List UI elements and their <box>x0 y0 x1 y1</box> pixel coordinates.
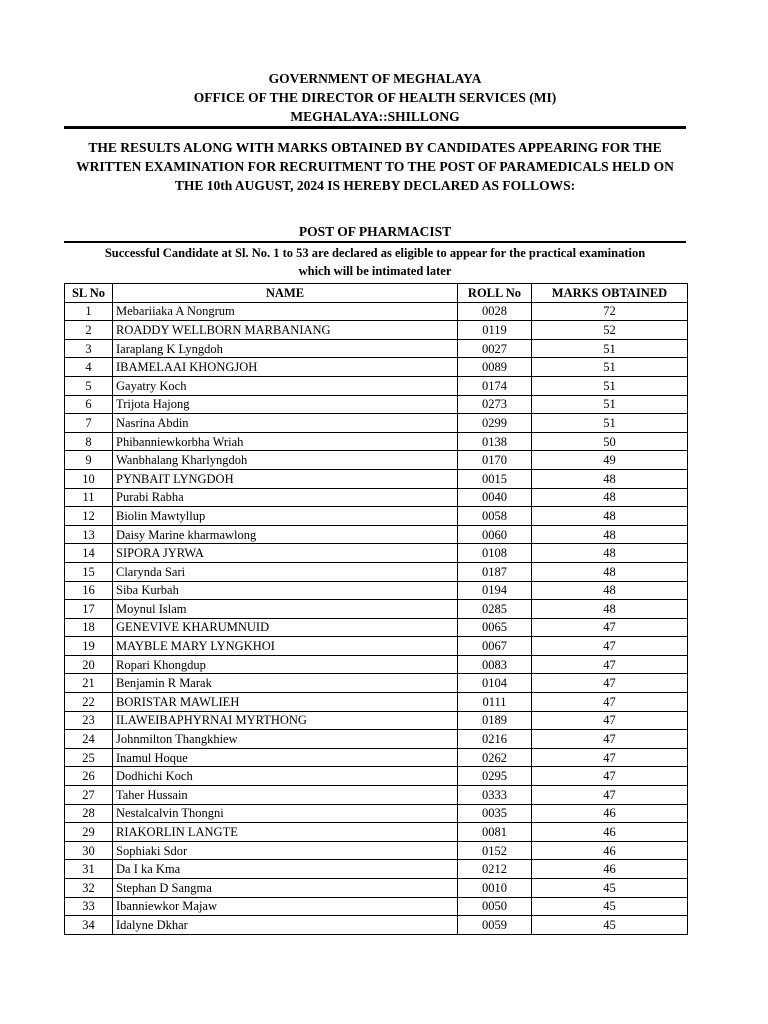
cell-roll-no: 0119 <box>458 321 532 340</box>
cell-roll-no: 0058 <box>458 507 532 526</box>
cell-name: GENEVIVE KHARUMNUID <box>113 618 458 637</box>
cell-roll-no: 0015 <box>458 469 532 488</box>
table-row <box>65 786 688 805</box>
cell-marks: 46 <box>532 860 688 879</box>
cell-marks: 51 <box>532 358 688 377</box>
cell-marks: 46 <box>532 804 688 823</box>
cell-sl-no: 12 <box>65 507 113 526</box>
cell-name: Purabi Rabha <box>113 488 458 507</box>
cell-roll-no: 0189 <box>458 711 532 730</box>
cell-marks: 48 <box>532 581 688 600</box>
table-row <box>65 823 688 842</box>
table-row <box>65 767 688 786</box>
cell-name: BORISTAR MAWLIEH <box>113 693 458 712</box>
eligibility-line-2: which will be intimated later <box>298 264 452 278</box>
cell-name: Moynul Islam <box>113 600 458 619</box>
cell-name: Dodhichi Koch <box>113 767 458 786</box>
cell-roll-no: 0067 <box>458 637 532 656</box>
cell-marks: 47 <box>532 674 688 693</box>
cell-sl-no: 29 <box>65 823 113 842</box>
cell-sl-no: 32 <box>65 879 113 898</box>
table-row <box>65 321 688 340</box>
table-row <box>65 674 688 693</box>
cell-name: Iaraplang K Lyngdoh <box>113 339 458 358</box>
cell-name: RIAKORLIN LANGTE <box>113 823 458 842</box>
table-row <box>65 488 688 507</box>
cell-marks: 47 <box>532 767 688 786</box>
cell-roll-no: 0059 <box>458 916 532 935</box>
cell-sl-no: 30 <box>65 841 113 860</box>
cell-name: Inamul Hoque <box>113 748 458 767</box>
header-divider <box>64 126 686 129</box>
cell-roll-no: 0170 <box>458 451 532 470</box>
cell-name: Stephan D Sangma <box>113 879 458 898</box>
cell-marks: 48 <box>532 469 688 488</box>
cell-sl-no: 4 <box>65 358 113 377</box>
cell-marks: 47 <box>532 730 688 749</box>
table-row <box>65 581 688 600</box>
cell-name: MAYBLE MARY LYNGKHOI <box>113 637 458 656</box>
cell-roll-no: 0040 <box>458 488 532 507</box>
cell-marks: 48 <box>532 562 688 581</box>
cell-sl-no: 9 <box>65 451 113 470</box>
cell-sl-no: 28 <box>65 804 113 823</box>
cell-sl-no: 19 <box>65 637 113 656</box>
cell-sl-no: 13 <box>65 525 113 544</box>
cell-sl-no: 16 <box>65 581 113 600</box>
cell-roll-no: 0108 <box>458 544 532 563</box>
cell-sl-no: 23 <box>65 711 113 730</box>
cell-marks: 48 <box>532 507 688 526</box>
notice-line-3: THE 10th AUGUST, 2024 IS HEREBY DECLARED AS FOLLOWS: <box>174 178 576 193</box>
cell-sl-no: 25 <box>65 748 113 767</box>
cell-roll-no: 0194 <box>458 581 532 600</box>
table-row <box>65 748 688 767</box>
table-row <box>65 841 688 860</box>
cell-roll-no: 0299 <box>458 414 532 433</box>
header-location: MEGHALAYA::SHILLONG <box>290 109 460 124</box>
cell-sl-no: 24 <box>65 730 113 749</box>
cell-sl-no: 17 <box>65 600 113 619</box>
cell-marks: 52 <box>532 321 688 340</box>
cell-sl-no: 18 <box>65 618 113 637</box>
table-row <box>65 339 688 358</box>
table-row <box>65 395 688 414</box>
cell-sl-no: 5 <box>65 376 113 395</box>
table-row <box>65 637 688 656</box>
cell-roll-no: 0212 <box>458 860 532 879</box>
cell-roll-no: 0089 <box>458 358 532 377</box>
cell-name: Gayatry Koch <box>113 376 458 395</box>
cell-marks: 48 <box>532 488 688 507</box>
cell-name: Ibanniewkor Majaw <box>113 897 458 916</box>
cell-roll-no: 0273 <box>458 395 532 414</box>
cell-name: ILAWEIBAPHYRNAI MYRTHONG <box>113 711 458 730</box>
cell-sl-no: 7 <box>65 414 113 433</box>
header-government: GOVERNMENT OF MEGHALAYA <box>268 71 482 86</box>
cell-roll-no: 0174 <box>458 376 532 395</box>
cell-roll-no: 0262 <box>458 748 532 767</box>
cell-roll-no: 0083 <box>458 655 532 674</box>
cell-name: SIPORA JYRWA <box>113 544 458 563</box>
cell-name: Clarynda Sari <box>113 562 458 581</box>
cell-name: Trijota Hajong <box>113 395 458 414</box>
cell-sl-no: 21 <box>65 674 113 693</box>
notice-line-1: THE RESULTS ALONG WITH MARKS OBTAINED BY CANDIDATES APPEARING FOR THE <box>88 140 662 155</box>
column-header-name: NAME <box>113 284 458 303</box>
cell-roll-no: 0138 <box>458 432 532 451</box>
cell-sl-no: 33 <box>65 897 113 916</box>
cell-sl-no: 31 <box>65 860 113 879</box>
results-table <box>64 283 688 935</box>
cell-sl-no: 8 <box>65 432 113 451</box>
post-divider <box>64 241 686 243</box>
cell-name: PYNBAIT LYNGDOH <box>113 469 458 488</box>
table-row <box>65 544 688 563</box>
table-row <box>65 600 688 619</box>
cell-name: ROADDY WELLBORN MARBANIANG <box>113 321 458 340</box>
table-row <box>65 376 688 395</box>
cell-sl-no: 6 <box>65 395 113 414</box>
cell-marks: 48 <box>532 600 688 619</box>
cell-marks: 47 <box>532 637 688 656</box>
cell-sl-no: 10 <box>65 469 113 488</box>
cell-name: Ropari Khongdup <box>113 655 458 674</box>
cell-marks: 47 <box>532 711 688 730</box>
cell-name: Wanbhalang Kharlyngdoh <box>113 451 458 470</box>
cell-marks: 51 <box>532 395 688 414</box>
cell-marks: 50 <box>532 432 688 451</box>
table-row <box>65 618 688 637</box>
table-row <box>65 860 688 879</box>
cell-roll-no: 0035 <box>458 804 532 823</box>
cell-roll-no: 0050 <box>458 897 532 916</box>
cell-roll-no: 0295 <box>458 767 532 786</box>
cell-name: Johnmilton Thangkhiew <box>113 730 458 749</box>
cell-roll-no: 0028 <box>458 302 532 321</box>
cell-roll-no: 0027 <box>458 339 532 358</box>
cell-marks: 47 <box>532 618 688 637</box>
cell-name: Idalyne Dkhar <box>113 916 458 935</box>
cell-name: Daisy Marine kharmawlong <box>113 525 458 544</box>
cell-marks: 46 <box>532 823 688 842</box>
cell-name: Nestalcalvin Thongni <box>113 804 458 823</box>
table-row <box>65 525 688 544</box>
results-notice <box>60 138 690 195</box>
cell-name: Sophiaki Sdor <box>113 841 458 860</box>
column-header-sl-no: SL No <box>65 284 113 303</box>
table-row <box>65 693 688 712</box>
table-row <box>65 879 688 898</box>
cell-name: Siba Kurbah <box>113 581 458 600</box>
column-header-marks: MARKS OBTAINED <box>532 284 688 303</box>
cell-sl-no: 22 <box>65 693 113 712</box>
eligibility-line-1: Successful Candidate at Sl. No. 1 to 53 are declared as eligible to appear for the practical examination <box>104 246 646 260</box>
cell-sl-no: 20 <box>65 655 113 674</box>
table-row <box>65 897 688 916</box>
table-row <box>65 469 688 488</box>
cell-sl-no: 26 <box>65 767 113 786</box>
column-header-roll-no: ROLL No <box>458 284 532 303</box>
table-row <box>65 358 688 377</box>
cell-roll-no: 0187 <box>458 562 532 581</box>
cell-marks: 46 <box>532 841 688 860</box>
results-table-body <box>65 302 688 934</box>
table-row <box>65 562 688 581</box>
table-header-row <box>65 284 688 303</box>
table-row <box>65 507 688 526</box>
eligibility-note <box>64 244 686 280</box>
notice-line-2: WRITTEN EXAMINATION FOR RECRUITMENT TO THE POST OF PARAMEDICALS HELD ON <box>76 159 674 174</box>
cell-name: Da I ka Kma <box>113 860 458 879</box>
cell-name: Biolin Mawtyllup <box>113 507 458 526</box>
cell-marks: 51 <box>532 376 688 395</box>
cell-marks: 51 <box>532 339 688 358</box>
cell-marks: 48 <box>532 544 688 563</box>
cell-roll-no: 0333 <box>458 786 532 805</box>
cell-marks: 47 <box>532 693 688 712</box>
cell-marks: 45 <box>532 879 688 898</box>
table-row <box>65 711 688 730</box>
cell-name: IBAMELAAI KHONGJOH <box>113 358 458 377</box>
cell-marks: 72 <box>532 302 688 321</box>
cell-roll-no: 0285 <box>458 600 532 619</box>
cell-roll-no: 0152 <box>458 841 532 860</box>
cell-name: Taher Hussain <box>113 786 458 805</box>
cell-roll-no: 0081 <box>458 823 532 842</box>
cell-sl-no: 27 <box>65 786 113 805</box>
cell-sl-no: 1 <box>65 302 113 321</box>
table-row <box>65 804 688 823</box>
cell-sl-no: 2 <box>65 321 113 340</box>
cell-sl-no: 11 <box>65 488 113 507</box>
cell-roll-no: 0104 <box>458 674 532 693</box>
table-row <box>65 302 688 321</box>
document-header <box>0 69 750 126</box>
table-row <box>65 916 688 935</box>
cell-sl-no: 34 <box>65 916 113 935</box>
cell-marks: 48 <box>532 525 688 544</box>
cell-roll-no: 0065 <box>458 618 532 637</box>
cell-marks: 45 <box>532 916 688 935</box>
header-office: OFFICE OF THE DIRECTOR OF HEALTH SERVICES (MI) <box>193 90 557 105</box>
cell-sl-no: 15 <box>65 562 113 581</box>
table-row <box>65 655 688 674</box>
table-row <box>65 730 688 749</box>
post-title: POST OF PHARMACIST <box>298 224 452 239</box>
cell-roll-no: 0216 <box>458 730 532 749</box>
cell-roll-no: 0060 <box>458 525 532 544</box>
cell-marks: 45 <box>532 897 688 916</box>
table-row <box>65 451 688 470</box>
cell-sl-no: 14 <box>65 544 113 563</box>
table-row <box>65 414 688 433</box>
cell-marks: 49 <box>532 451 688 470</box>
cell-name: Nasrina Abdin <box>113 414 458 433</box>
cell-marks: 47 <box>532 786 688 805</box>
cell-name: Phibanniewkorbha Wriah <box>113 432 458 451</box>
table-row <box>65 432 688 451</box>
cell-roll-no: 0111 <box>458 693 532 712</box>
cell-marks: 51 <box>532 414 688 433</box>
cell-roll-no: 0010 <box>458 879 532 898</box>
cell-marks: 47 <box>532 655 688 674</box>
cell-sl-no: 3 <box>65 339 113 358</box>
cell-marks: 47 <box>532 748 688 767</box>
cell-name: Mebariiaka A Nongrum <box>113 302 458 321</box>
cell-name: Benjamin R Marak <box>113 674 458 693</box>
